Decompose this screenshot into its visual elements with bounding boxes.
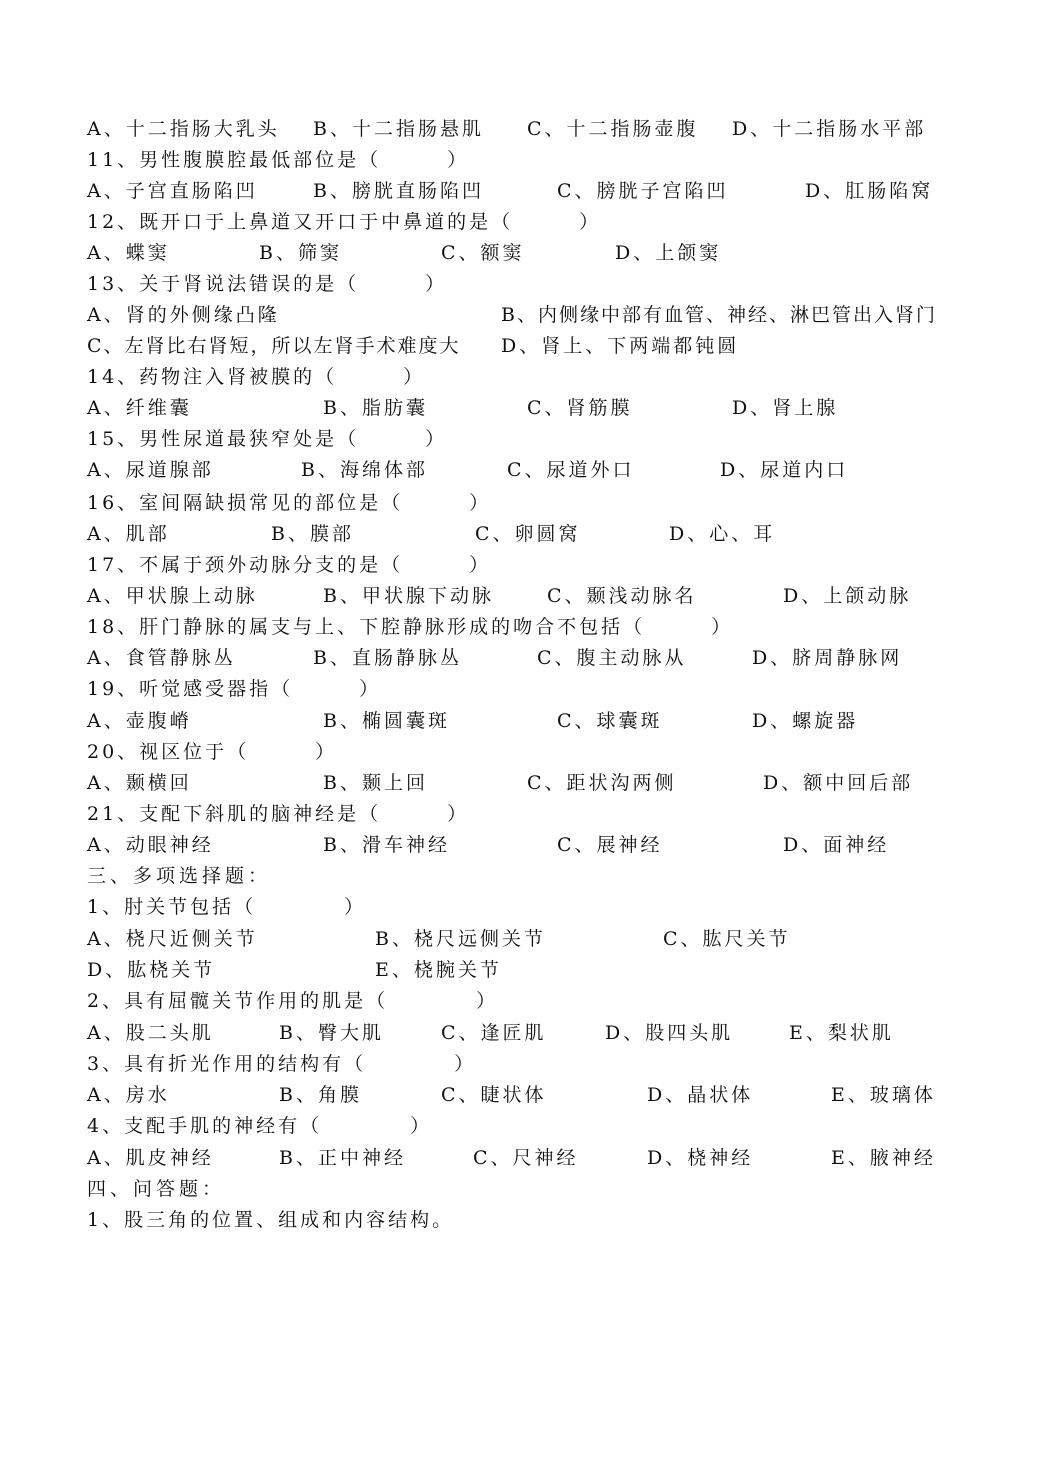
option-e: E、腋神经 — [831, 1147, 936, 1169]
q12-stem: 12、既开口于上鼻道又开口于中鼻道的是（ ） — [87, 211, 602, 233]
option-d: D、十二指肠水平部 — [732, 118, 927, 140]
option-a: A、尿道腺部 — [87, 459, 214, 481]
option-e: E、玻璃体 — [831, 1084, 936, 1106]
option-d: D、脐周静脉网 — [752, 647, 903, 669]
option-b: B、内侧缘中部有血管、神经、淋巴管出入肾门 — [501, 304, 937, 326]
option-b: B、正中神经 — [279, 1147, 406, 1169]
option-d: D、桡神经 — [647, 1147, 754, 1169]
option-d: D、肱桡关节 — [87, 959, 216, 981]
option-b: B、膜部 — [271, 523, 354, 545]
option-b: B、椭圆囊斑 — [323, 710, 450, 732]
section-title-multiple-choice: 三、多项选择题： — [87, 865, 272, 887]
option-c: C、睫状体 — [441, 1084, 547, 1106]
option-b: B、筛窦 — [259, 242, 342, 264]
option-b: B、海绵体部 — [301, 459, 428, 481]
option-b: B、滑车神经 — [323, 834, 450, 856]
q16-stem: 16、室间隔缺损常见的部位是（ ） — [87, 492, 492, 514]
option-b: B、十二指肠悬肌 — [313, 118, 484, 140]
option-a: A、肌部 — [87, 523, 170, 545]
option-a: A、甲状腺上动脉 — [87, 585, 258, 607]
m3-stem: 3、具有折光作用的结构有（ ） — [87, 1053, 477, 1075]
option-b: B、角膜 — [279, 1084, 362, 1106]
option-a: A、房水 — [87, 1084, 170, 1106]
option-b: B、膀胱直肠陷凹 — [313, 180, 484, 202]
option-d: D、面神经 — [783, 834, 890, 856]
m1-stem: 1、肘关节包括（ ） — [87, 896, 367, 918]
option-d: D、螺旋器 — [752, 710, 859, 732]
option-c: C、逢匠肌 — [441, 1022, 547, 1044]
option-c: C、距状沟两侧 — [527, 772, 677, 794]
option-c: C、尺神经 — [473, 1147, 579, 1169]
option-c: C、卵圆窝 — [475, 523, 581, 545]
option-c: C、腹主动脉从 — [537, 647, 687, 669]
q11-stem: 11、男性腹膜腔最低部位是（ ） — [87, 149, 470, 171]
section-title-short-answer: 四、问答题： — [87, 1178, 226, 1200]
option-d: D、肾上腺 — [732, 397, 839, 419]
option-a: A、桡尺近侧关节 — [87, 928, 258, 950]
m4-stem: 4、支配手肌的神经有（ ） — [87, 1115, 433, 1137]
option-a: A、肌皮神经 — [87, 1147, 214, 1169]
option-a: A、颞横回 — [87, 772, 192, 794]
option-a: A、十二指肠大乳头 — [87, 118, 280, 140]
option-c: C、十二指肠壶腹 — [527, 118, 699, 140]
option-c: C、膀胱子宫陷凹 — [557, 180, 729, 202]
option-c: C、左肾比右肾短，所以左肾手术难度大 — [87, 335, 461, 357]
q14-stem: 14、药物注入肾被膜的（ ） — [87, 366, 426, 388]
option-d: D、肛肠陷窝 — [805, 180, 934, 202]
q13-stem: 13、关于肾说法错误的是（ ） — [87, 273, 448, 295]
option-a: A、肾的外侧缘凸隆 — [87, 304, 280, 326]
q21-stem: 21、支配下斜肌的脑神经是（ ） — [87, 803, 470, 825]
option-c: C、额窦 — [441, 242, 525, 264]
q18-stem: 18、肝门静脉的属支与上、下腔静脉形成的吻合不包括（ ） — [87, 616, 734, 638]
option-c: C、球囊斑 — [557, 710, 663, 732]
option-c: C、肱尺关节 — [663, 928, 791, 950]
option-b: B、臀大肌 — [279, 1022, 384, 1044]
option-b: B、甲状腺下动脉 — [323, 585, 494, 607]
option-a: A、纤维囊 — [87, 397, 192, 419]
option-a: A、子宫直肠陷凹 — [87, 180, 258, 202]
m2-stem: 2、具有屈髋关节作用的肌是（ ） — [87, 990, 499, 1012]
option-d: D、额中回后部 — [763, 772, 914, 794]
option-b: B、桡尺远侧关节 — [375, 928, 546, 950]
q15-stem: 15、男性尿道最狭窄处是（ ） — [87, 428, 448, 450]
essay-question-1: 1、股三角的位置、组成和内容结构。 — [87, 1209, 455, 1231]
option-d: D、心、耳 — [669, 523, 776, 545]
option-d: D、晶状体 — [647, 1084, 754, 1106]
option-d: D、肾上、下两端都钝圆 — [501, 335, 740, 357]
q19-stem: 19、听觉感受器指（ ） — [87, 678, 382, 700]
option-a: A、蝶窦 — [87, 242, 170, 264]
option-e: E、桡腕关节 — [375, 959, 502, 981]
option-c: C、颞浅动脉名 — [547, 585, 697, 607]
option-b: B、颞上回 — [323, 772, 428, 794]
option-e: E、梨状肌 — [789, 1022, 894, 1044]
option-c: C、肾筋膜 — [527, 397, 633, 419]
option-d: D、股四头肌 — [605, 1022, 734, 1044]
option-b: B、直肠静脉丛 — [313, 647, 462, 669]
option-d: D、上颌窦 — [615, 242, 722, 264]
q17-stem: 17、不属于颈外动脉分支的是（ ） — [87, 554, 492, 576]
option-d: D、上颌动脉 — [783, 585, 912, 607]
option-a: A、食管静脉丛 — [87, 647, 236, 669]
option-a: A、股二头肌 — [87, 1022, 214, 1044]
option-c: C、尿道外口 — [507, 459, 635, 481]
option-d: D、尿道内口 — [720, 459, 849, 481]
option-b: B、脂肪囊 — [323, 397, 428, 419]
option-c: C、展神经 — [557, 834, 663, 856]
q20-stem: 20、视区位于（ ） — [87, 741, 338, 763]
option-a: A、动眼神经 — [87, 834, 214, 856]
option-a: A、壶腹嵴 — [87, 710, 192, 732]
